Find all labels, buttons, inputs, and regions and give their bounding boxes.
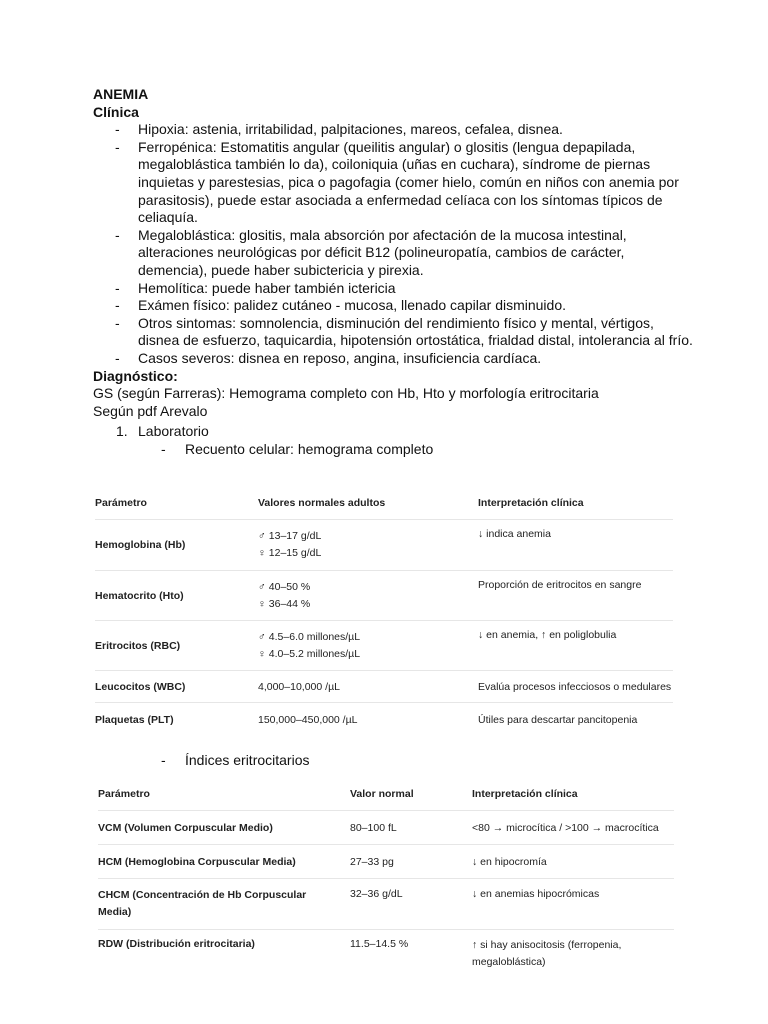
diagnostico-heading: Diagnóstico: [93, 367, 178, 384]
list-item: - Ferropénica: Estomatitis angular (queilitis angular) o glositis (lengua depapilada, megaloblástica también lo da), coiloniquia (uñas en cuchara), síndrome de piernas inquietas y parestesias, pica o pagofagia (comer hielo, común en niños con anemia por parasitosis), puede estar asociada a enfermedad celíaca con los síntomas típicos de celiaquía. [93, 139, 693, 227]
hemograma-table [95, 487, 673, 737]
indices-table [98, 778, 674, 978]
table-row [98, 845, 674, 879]
laboratorio-label: Laboratorio [138, 423, 209, 440]
value-female: ♀ 36–44 % [258, 597, 311, 610]
document-body [93, 86, 693, 458]
table-cell: Plaquetas (PLT) [95, 713, 174, 726]
table-cell: 32–36 g/dL [350, 879, 472, 930]
clinica-list [93, 121, 693, 367]
segun-line: Según pdf Arevalo [93, 402, 208, 419]
table-cell: ↓ en anemias hipocrómicas [472, 879, 674, 930]
list-number: 1. [116, 423, 128, 440]
table-cell: Útiles para descartar pancitopenia [478, 713, 638, 726]
gs-line: GS (según Farreras): Hemograma completo con Hb, Hto y morfología eritrocitaria [93, 385, 599, 402]
list-item: - Otros sintomas: somnolencia, disminución del rendimiento físico y mental, vértigos, disnea de esfuerzo, taquicardia, hipotensión ortostática, frialdad distal, intolerancia al frío. [93, 315, 693, 350]
table-row [98, 930, 674, 978]
recuento-item: - Recuento celular: hemograma completo [93, 441, 693, 459]
table-cell: RDW (Distribución eritrocitaria) [98, 938, 255, 950]
table-header: Interpretación clínica [472, 778, 674, 811]
table-header: Parámetro [95, 487, 258, 520]
table-cell [258, 520, 478, 571]
table-cell: HCM (Hemoglobina Corpuscular Media) [98, 845, 350, 879]
table-header: Interpretación clínica [478, 487, 673, 520]
doc-title: ANEMIA [93, 86, 149, 102]
table-row [95, 703, 673, 737]
table-header-row [98, 778, 674, 811]
indices-item: - Índices eritrocitarios [93, 752, 310, 770]
table-header: Valor normal [350, 778, 472, 811]
table-row [95, 621, 673, 671]
table-header: Valores normales adultos [258, 487, 478, 520]
table-cell: Hemoglobina (Hb) [95, 520, 258, 571]
table-cell: ↓ en hipocromía [472, 845, 674, 879]
table-row [95, 520, 673, 571]
value-female: ♀ 12–15 g/dL [258, 547, 322, 559]
table-cell: <80 → microcítica / >100 → macrocítica [472, 811, 674, 845]
laboratorio-item [93, 423, 693, 441]
table-row [95, 571, 673, 621]
table-cell: ↓ indica anemia [478, 520, 673, 571]
table-cell: ↓ en anemia, ↑ en poliglobulia [478, 621, 673, 671]
table-cell: 27–33 pg [350, 845, 472, 879]
table-row [98, 811, 674, 845]
table-cell: 150,000–450,000 /µL [258, 713, 358, 726]
table-cell: Leucocitos (WBC) [95, 671, 258, 703]
table-row [98, 879, 674, 930]
value-male: ♂ 4.5–6.0 millones/µL [258, 630, 361, 643]
list-item: - Hipoxia: astenia, irritabilidad, palpitaciones, mareos, cefalea, disnea. [93, 121, 693, 139]
table-row [95, 671, 673, 703]
list-item: - Hemolítica: puede haber también ictericia [93, 280, 693, 298]
list-item: - Megaloblástica: glositis, mala absorción por afectación de la mucosa intestinal, alteraciones neurológicas por déficit B12 (polineuropatía, cambios de carácter, demencia), puede haber subictericia y pirexia. [93, 227, 693, 280]
table-header-row [95, 487, 673, 520]
list-item: - Casos severos: disnea en reposo, angina, insuficiencia cardíaca. [93, 350, 693, 368]
value-male: ♂ 40–50 % [258, 580, 311, 593]
list-item: - Exámen físico: palidez cutáneo - mucosa, llenado capilar disminuido. [93, 297, 693, 315]
clinica-heading: Clínica [93, 103, 139, 120]
table-cell: Eritrocitos (RBC) [95, 621, 258, 671]
table-cell: Proporción de eritrocitos en sangre [478, 571, 673, 621]
table-cell: 4,000–10,000 /µL [258, 671, 478, 703]
table-cell: ↑ si hay anisocitosis (ferropenia, megaloblástica) [472, 939, 622, 968]
table-cell: VCM (Volumen Corpuscular Medio) [98, 811, 350, 845]
table-cell [258, 621, 478, 671]
value-female: ♀ 4.0–5.2 millones/µL [258, 647, 361, 660]
value-male: ♂ 13–17 g/dL [258, 530, 322, 542]
table-cell [258, 571, 478, 621]
table-cell: 80–100 fL [350, 811, 472, 845]
table-cell: CHCM (Concentración de Hb Corpuscular Media) [98, 879, 350, 930]
table-cell: Hematocrito (Hto) [95, 571, 258, 621]
table-cell: 11.5–14.5 % [350, 938, 409, 950]
table-cell: Evalúa procesos infecciosos o medulares [478, 671, 673, 703]
table-header: Parámetro [98, 778, 350, 811]
